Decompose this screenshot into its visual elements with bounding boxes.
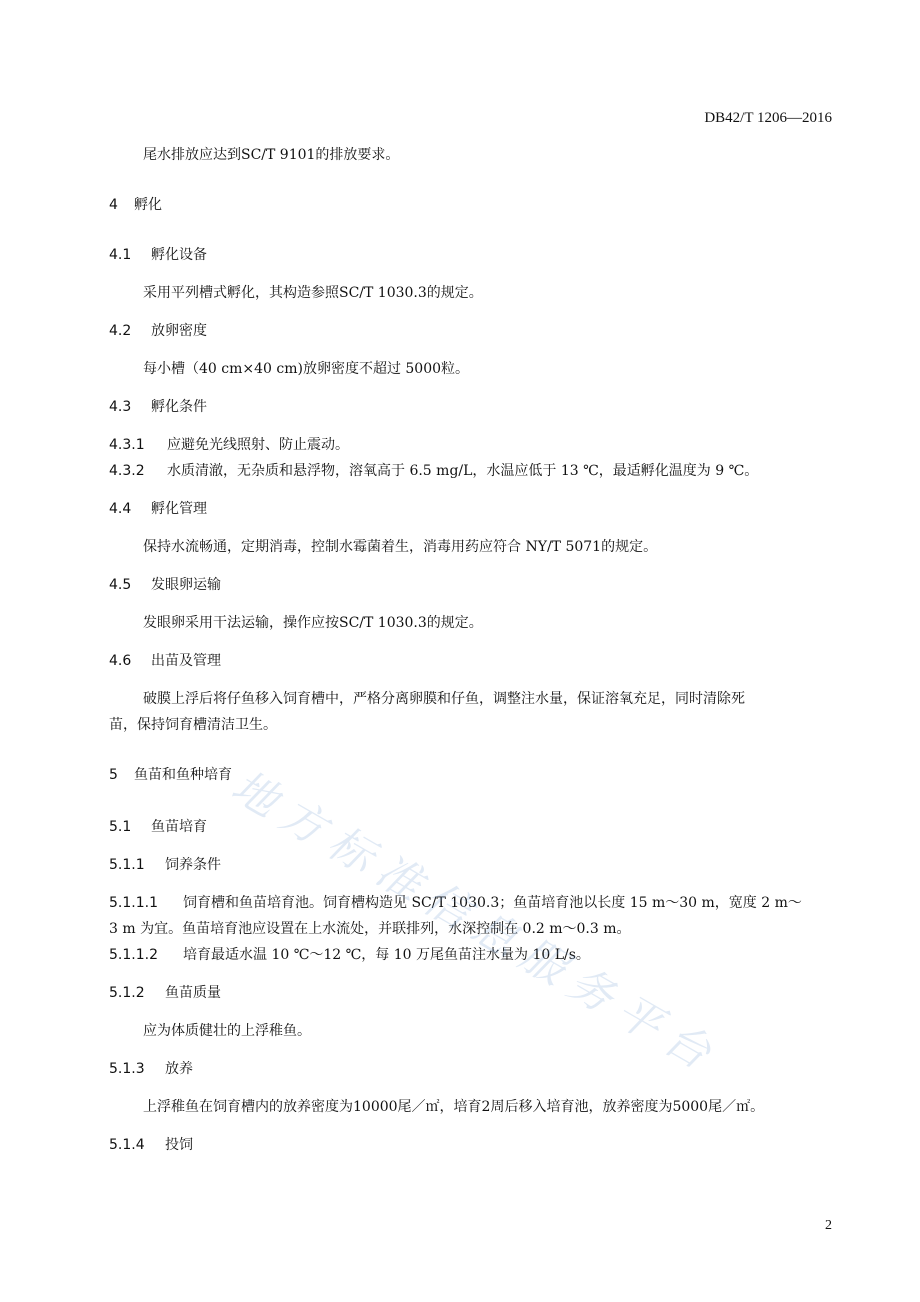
paragraph-line: 每小槽（40 cm×40 cm)放卵密度不超过 5000粒。 [143,361,470,377]
section-heading [109,649,832,673]
section-title: 孵化管理 [151,501,207,517]
section-heading [109,1133,832,1157]
section-title: 发眼卵运输 [151,577,221,593]
section-number: 5.1.3 [109,1061,145,1077]
paragraph-line: 破膜上浮后将仔鱼移入饲育槽中，严格分离卵膜和仔鱼，调整注水量，保证溶氧充足，同时清除死 [143,691,745,707]
numbered-item [109,891,832,915]
paragraph-line: 应为体质健壮的上浮稚鱼。 [143,1023,311,1039]
watermark-char: 地 [222,760,287,827]
watermark-char: 息 [462,900,527,967]
watermark-char: 方 [270,788,335,855]
section-title: 饲养条件 [165,857,221,873]
paragraph-line: 发眼卵采用干法运输，操作应按SC/T 1030.3的规定。 [143,615,483,631]
section-title: 孵化条件 [151,399,207,415]
section-title: 孵化 [134,197,162,213]
section-title: 鱼苗质量 [165,985,221,1001]
section-heading [109,497,832,521]
section-heading [109,193,832,217]
section-number: 5.1.2 [109,985,145,1001]
section-title: 鱼苗培育 [151,819,207,835]
numbered-item [109,459,832,483]
watermark-char: 台 [654,1012,719,1079]
section-heading [109,319,832,343]
section-number: 5.1.1 [109,857,145,873]
numbered-item [109,943,832,967]
section-number: 4.6 [109,653,132,669]
watermark-char: 标 [318,816,383,883]
section-title: 投饲 [165,1137,193,1153]
section-number: 5.1 [109,819,132,835]
section-heading [109,395,832,419]
section-heading [109,853,832,877]
standard-code: DB42/T 1206—2016 [704,110,832,126]
item-number: 4.3.1 [109,437,145,453]
watermark-char: 服 [510,928,575,995]
section-title: 放养 [165,1061,193,1077]
paragraph-line: 保持水流畅通，定期消毒，控制水霉菌着生，消毒用药应符合 NY/T 5071的规定。 [143,539,658,555]
section-number: 4 [109,197,118,213]
item-text: 培育最适水温 10 ℃～12 ℃，每 10 万尾鱼苗注水量为 10 L/s。 [183,947,590,963]
section-heading [109,243,832,267]
section-number: 4.4 [109,501,132,517]
paragraph-continuation: 苗，保持饲育槽清洁卫生。 [109,717,277,733]
section-number: 4.1 [109,247,132,263]
section-number: 4.5 [109,577,132,593]
section-heading [109,573,832,597]
page-number: 2 [825,1218,832,1233]
numbered-item [109,433,832,457]
paragraph-line: 采用平列槽式孵化，其构造参照SC/T 1030.3的规定。 [143,285,483,301]
watermark-char: 平 [606,984,671,1051]
paragraph-line: 上浮稚鱼在饲育槽内的放养密度为10000尾／㎡，培育2周后移入培育池，放养密度为5000尾／㎡。 [143,1099,765,1115]
paragraph-continuation: 3 m 为宜。鱼苗培育池应设置在上水流处，并联排列，水深控制在 0.2 m～0.3 m。 [109,921,631,937]
section-number: 4.2 [109,323,132,339]
item-number: 5.1.1.2 [109,947,158,963]
section-heading [109,981,832,1005]
item-text: 水质清澈，无杂质和悬浮物，溶氧高于 6.5 mg/L，水温应低于 13 ℃，最适孵化温度为 9 ℃。 [167,463,759,479]
section-title: 放卵密度 [151,323,207,339]
section-title: 鱼苗和鱼种培育 [134,767,232,783]
item-text: 应避免光线照射、防止震动。 [167,437,349,453]
section-title: 孵化设备 [151,247,207,263]
section-number: 5 [109,767,118,783]
section-title: 出苗及管理 [151,653,221,669]
item-text: 饲育槽和鱼苗培育池。饲育槽构造见 SC/T 1030.3；鱼苗培育池以长度 15 m～30 m，宽度 2 m～ [183,895,802,911]
paragraph-line: 尾水排放应达到SC/T 9101的排放要求。 [143,147,400,163]
item-number: 5.1.1.1 [109,895,158,911]
section-heading [109,1057,832,1081]
watermark-char: 准 [366,844,431,911]
section-heading [109,815,832,839]
section-number: 5.1.4 [109,1137,145,1153]
watermark-char: 务 [558,956,623,1023]
watermark-char: 信 [414,872,479,939]
section-heading [109,763,832,787]
item-number: 4.3.2 [109,463,145,479]
section-number: 4.3 [109,399,132,415]
